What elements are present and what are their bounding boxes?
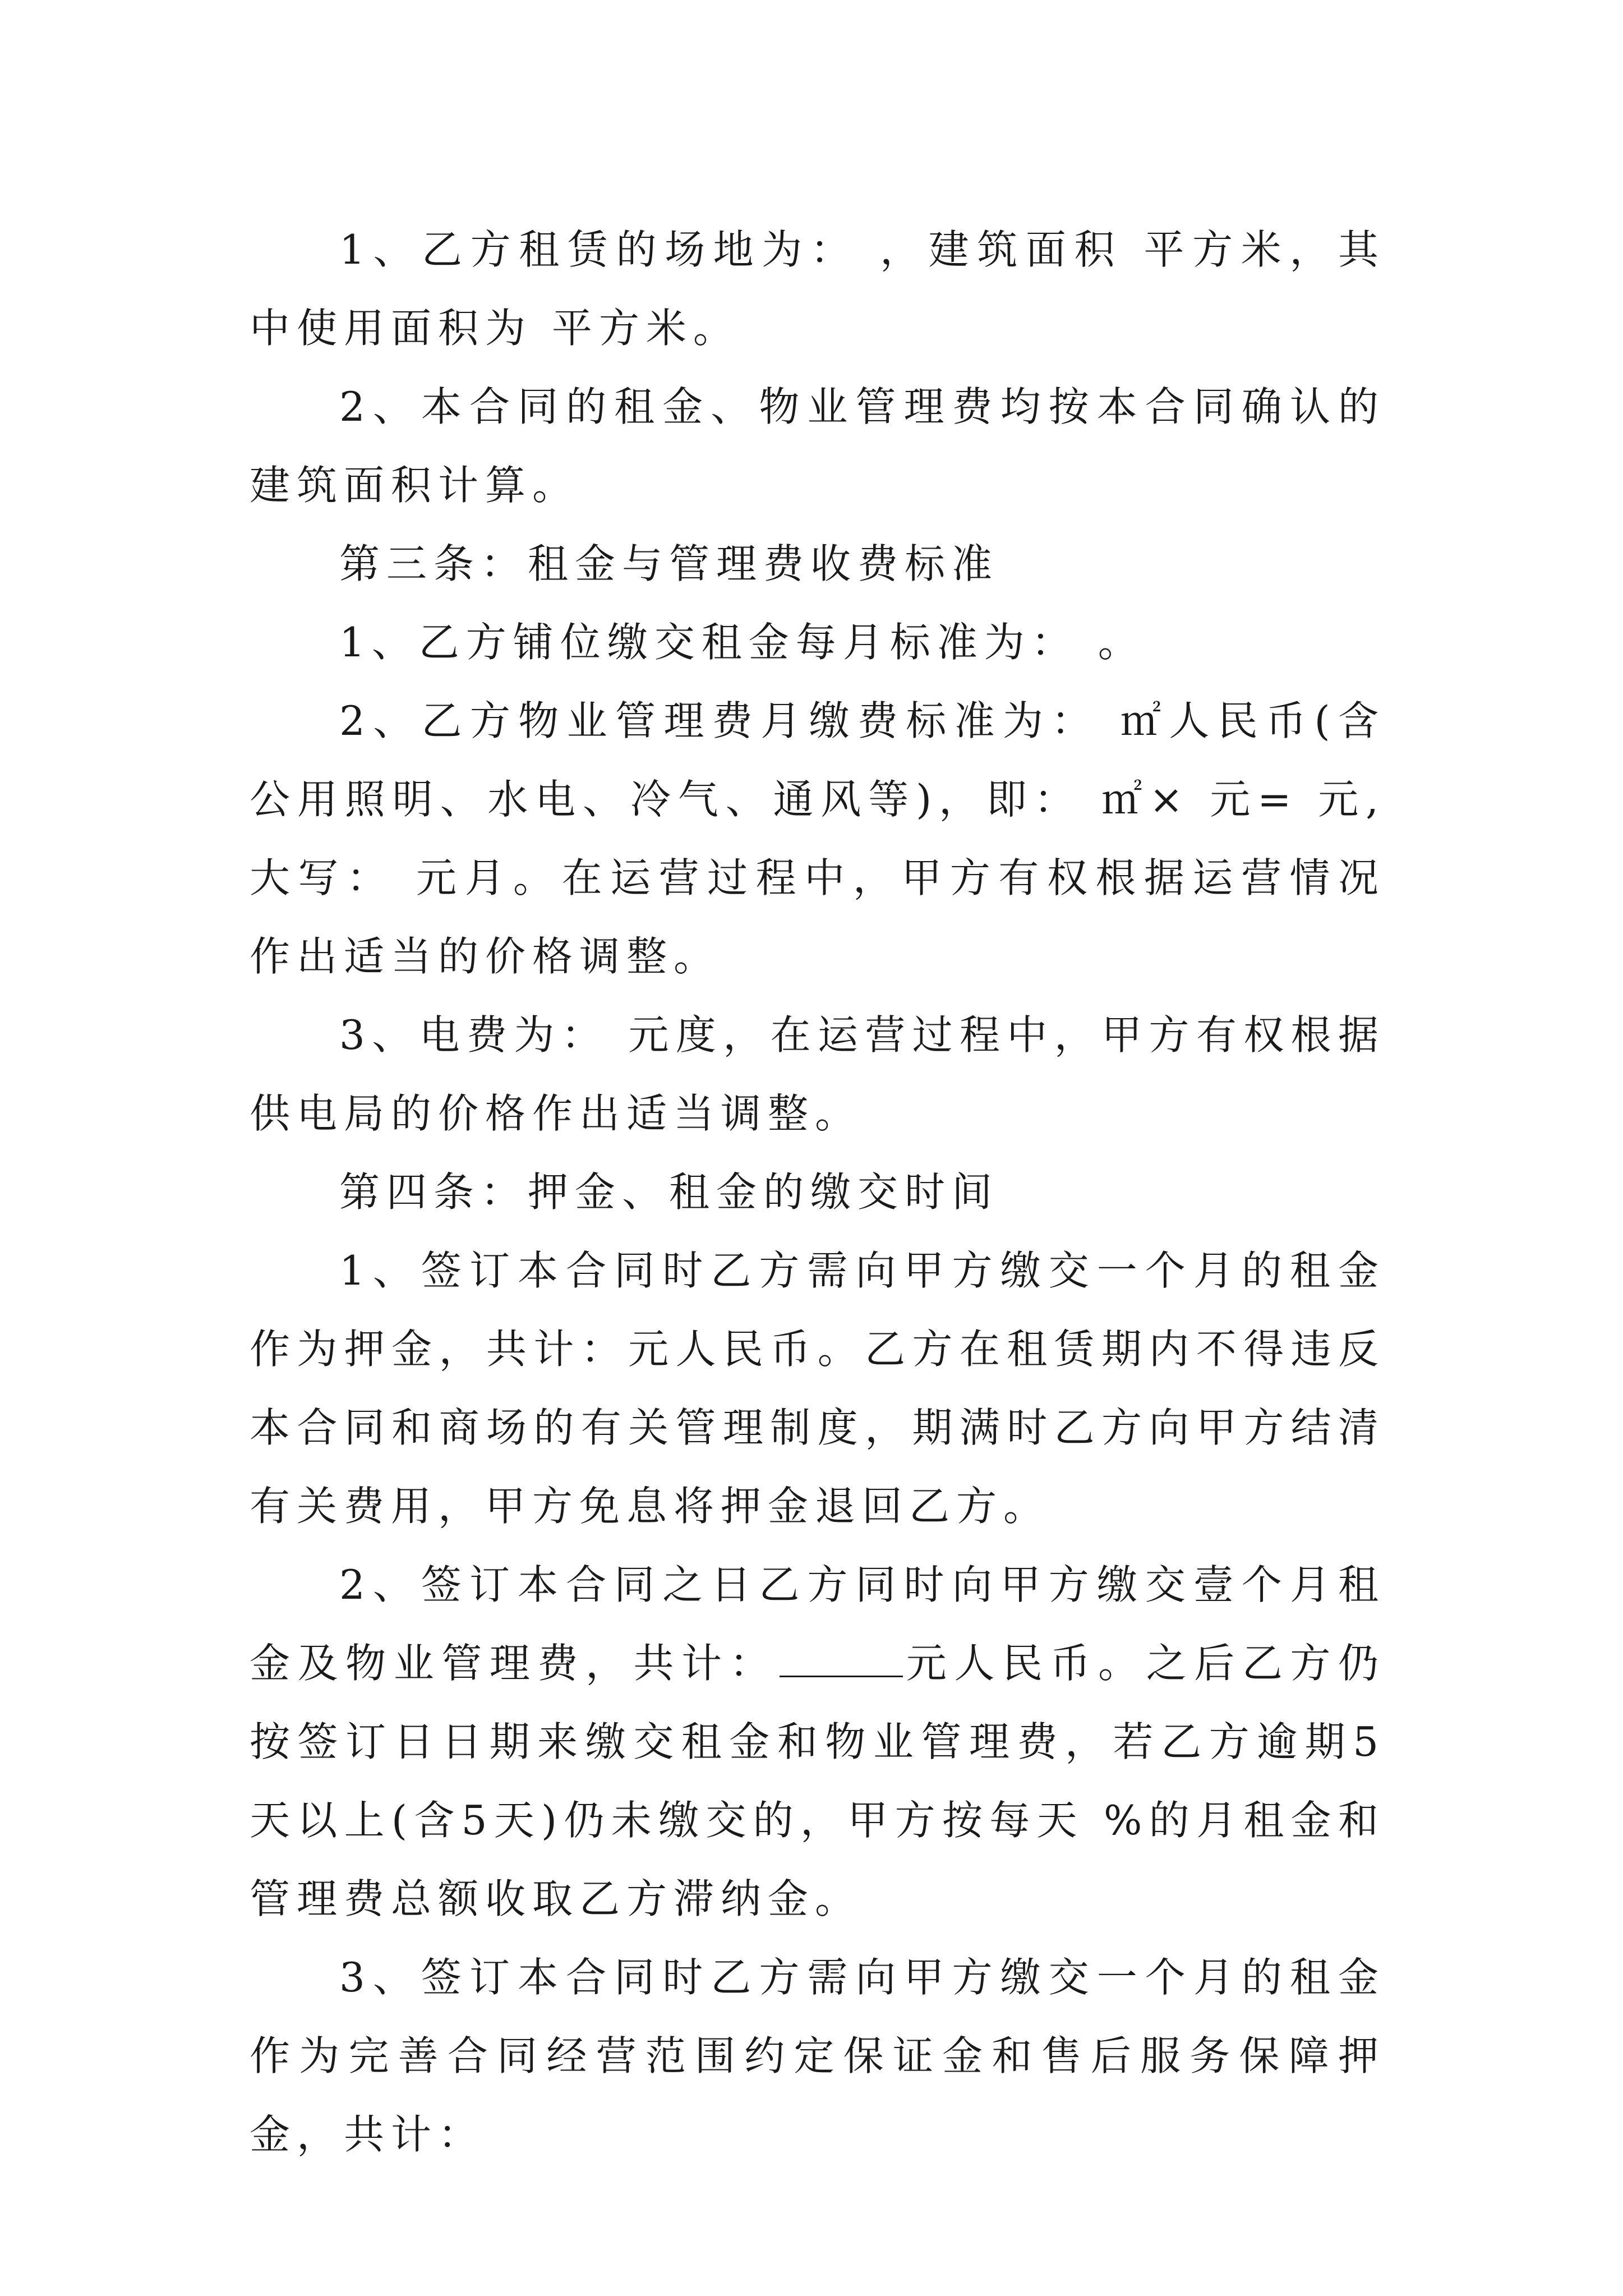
- paragraph-first-payment-text-before: 2、签订本合同之日乙方同时向甲方缴交壹个月租金及物业管理费，共计：: [250, 1561, 1385, 1687]
- paragraph-guarantee-deposit: 3、签订本合同时乙方需向甲方缴交一个月的租金作为完善合同经营范围约定保证金和售后服务保障押金，共计：: [250, 1954, 1385, 2158]
- section-heading-article-3: 第三条：租金与管理费收费标准: [339, 540, 999, 587]
- section-heading-article-4: 第四条：押金、租金的缴交时间: [339, 1168, 999, 1216]
- paragraph-area-calculation: 2、本合同的租金、物业管理费均按本合同确认的建筑面积计算。: [250, 383, 1385, 509]
- paragraph-first-payment: [250, 1545, 1385, 1938]
- paragraph-management-fee: 2、乙方物业管理费月缴费标准为： ㎡人民币(含公用照明、水电、冷气、通风等)，即： ㎡× 元= 元,大写： 元月。在运营过程中，甲方有权根据运营情况作出适当的价格调整。: [250, 697, 1385, 980]
- paragraph-electricity-fee: 3、电费为： 元度，在运营过程中，甲方有权根据供电局的价格作出适当调整。: [250, 1011, 1385, 1137]
- paragraph-area-definition: 1、乙方租赁的场地为： ，建筑面积 平方米，其中使用面积为 平方米。: [250, 226, 1385, 352]
- paragraph-deposit: 1、签订本合同时乙方需向甲方缴交一个月的租金作为押金，共计：元人民币。乙方在租赁期内不得违反本合同和商场的有关管理制度，期满时乙方向甲方结清有关费用，甲方免息将押金退回乙方。: [250, 1247, 1385, 1530]
- paragraph-first-payment-text-after: 元人民币。之后乙方仍按签订日日期来缴交租金和物业管理费，若乙方逾期5天以上(含5天)仍未缴交的，甲方按每天 %的月租金和管理费总额收取乙方滞纳金。: [250, 1640, 1385, 1922]
- amount-blank-line: [780, 1642, 903, 1677]
- paragraph-rent-standard: 1、乙方铺位缴交租金每月标准为： 。: [339, 619, 1145, 666]
- document-body: [250, 210, 1385, 2174]
